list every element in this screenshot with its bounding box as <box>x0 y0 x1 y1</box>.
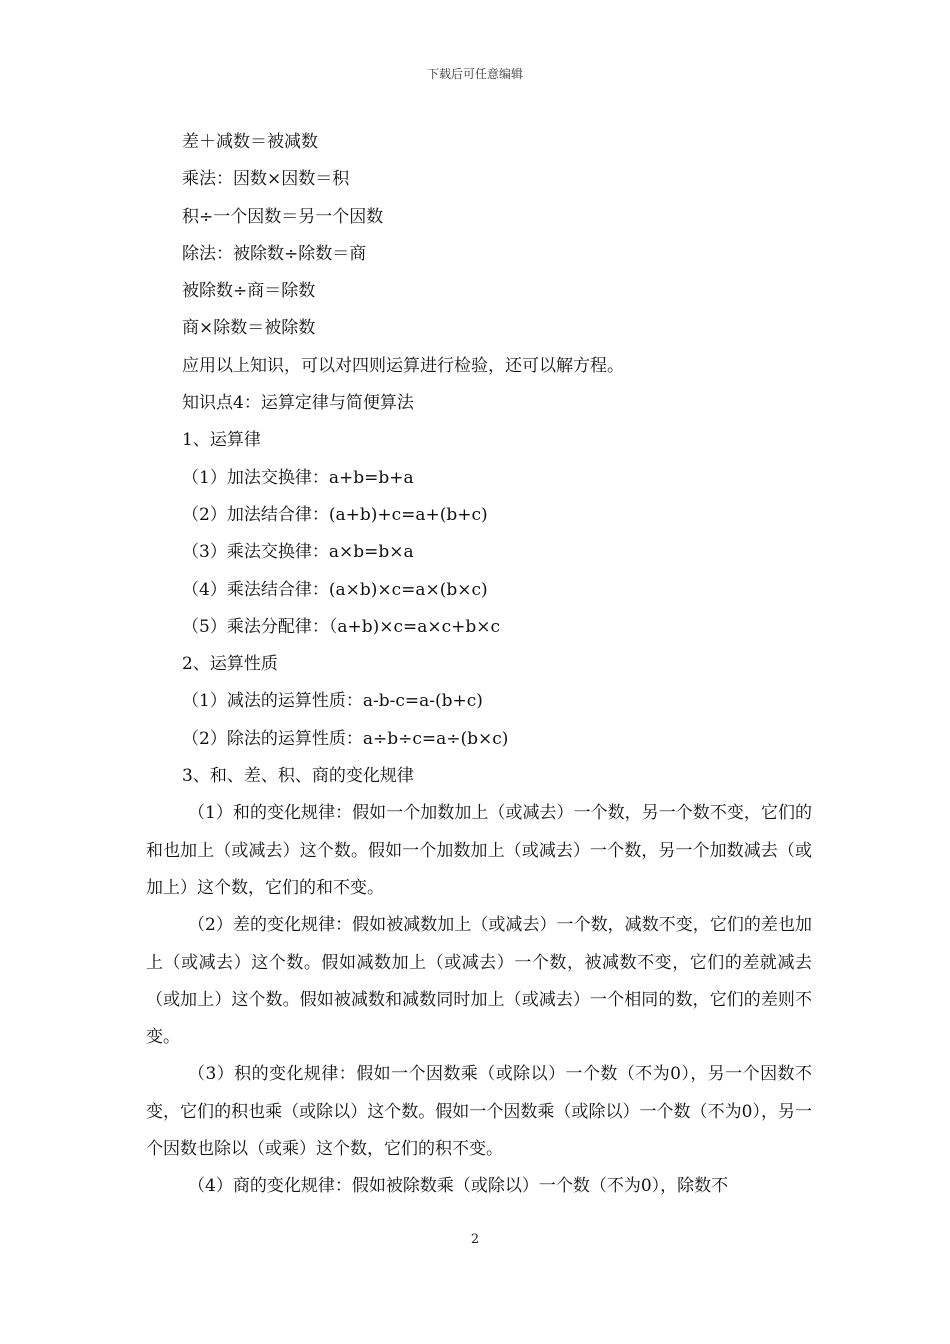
text-line: 商×除数＝被除数 <box>182 318 316 339</box>
law-item: （1）加法交换律：a+b=b+a <box>182 467 414 488</box>
text-line: 除法：被除数÷除数＝商 <box>182 243 367 264</box>
page-number: 2 <box>470 1232 480 1247</box>
property-item: （2）除法的运算性质：a÷b÷c=a÷(b×c) <box>182 728 509 749</box>
text-line: 差＋减数＝被减数 <box>182 132 318 152</box>
subsection-heading: 2、运算性质 <box>182 654 278 675</box>
paragraph-sum-rule: （1）和的变化规律：假如一个加数加上（或减去）一个数，另一个数不变，它们的和也加上（或减去）这个数。假如一个加数加上（或减去）一个数，另一个加数减去（或加上）这个数，它们的和不变。 <box>146 803 812 898</box>
subsection-heading: 3、和、差、积、商的变化规律 <box>182 766 414 787</box>
law-item: （2）加法结合律：(a+b)+c=a+(b+c) <box>182 504 488 525</box>
paragraph-product-rule: （3）积的变化规律：假如一个因数乘（或除以）一个数（不为0），另一个因数不变，它们的积也乘（或除以）这个数。假如一个因数乘（或除以）一个数（不为0），另一个因数也除以（或乘）这个数，它们的积不变。 <box>146 1064 812 1160</box>
paragraph-difference-rule: （2）差的变化规律：假如被减数加上（或减去）一个数，减数不变，它们的差也加上（或减去）这个数。假如减数加上（或减去）一个数，被减数不变，它们的差就减去（或加上）这个数。假如被减数和减数同时加上（或减去）一个相同的数，它们的差则不变。 <box>146 915 812 1048</box>
document-body <box>146 124 812 1206</box>
text-line: 积÷一个因数＝另一个因数 <box>182 206 384 227</box>
text-line: 被除数÷商＝除数 <box>182 281 316 302</box>
law-item: （3）乘法交换律：a×b=b×a <box>182 542 414 563</box>
section-heading: 知识点4：运算定律与简便算法 <box>182 393 414 414</box>
law-item: （5）乘法分配律：（a+b)×c=a×c+b×c <box>182 616 501 637</box>
law-item: （4）乘法结合律：(a×b)×c=a×(b×c) <box>182 579 488 600</box>
page-header: 下载后可任意编辑 <box>426 67 523 81</box>
text-line: 应用以上知识，可以对四则运算进行检验，还可以解方程。 <box>182 355 624 376</box>
subsection-heading: 1、运算律 <box>182 430 261 451</box>
paragraph-quotient-rule: （4）商的变化规律：假如被除数乘（或除以）一个数（不为0），除数不 <box>188 1176 729 1197</box>
property-item: （1）减法的运算性质：a-b-c=a-(b+c) <box>182 691 483 712</box>
text-line: 乘法：因数×因数＝积 <box>182 169 350 190</box>
